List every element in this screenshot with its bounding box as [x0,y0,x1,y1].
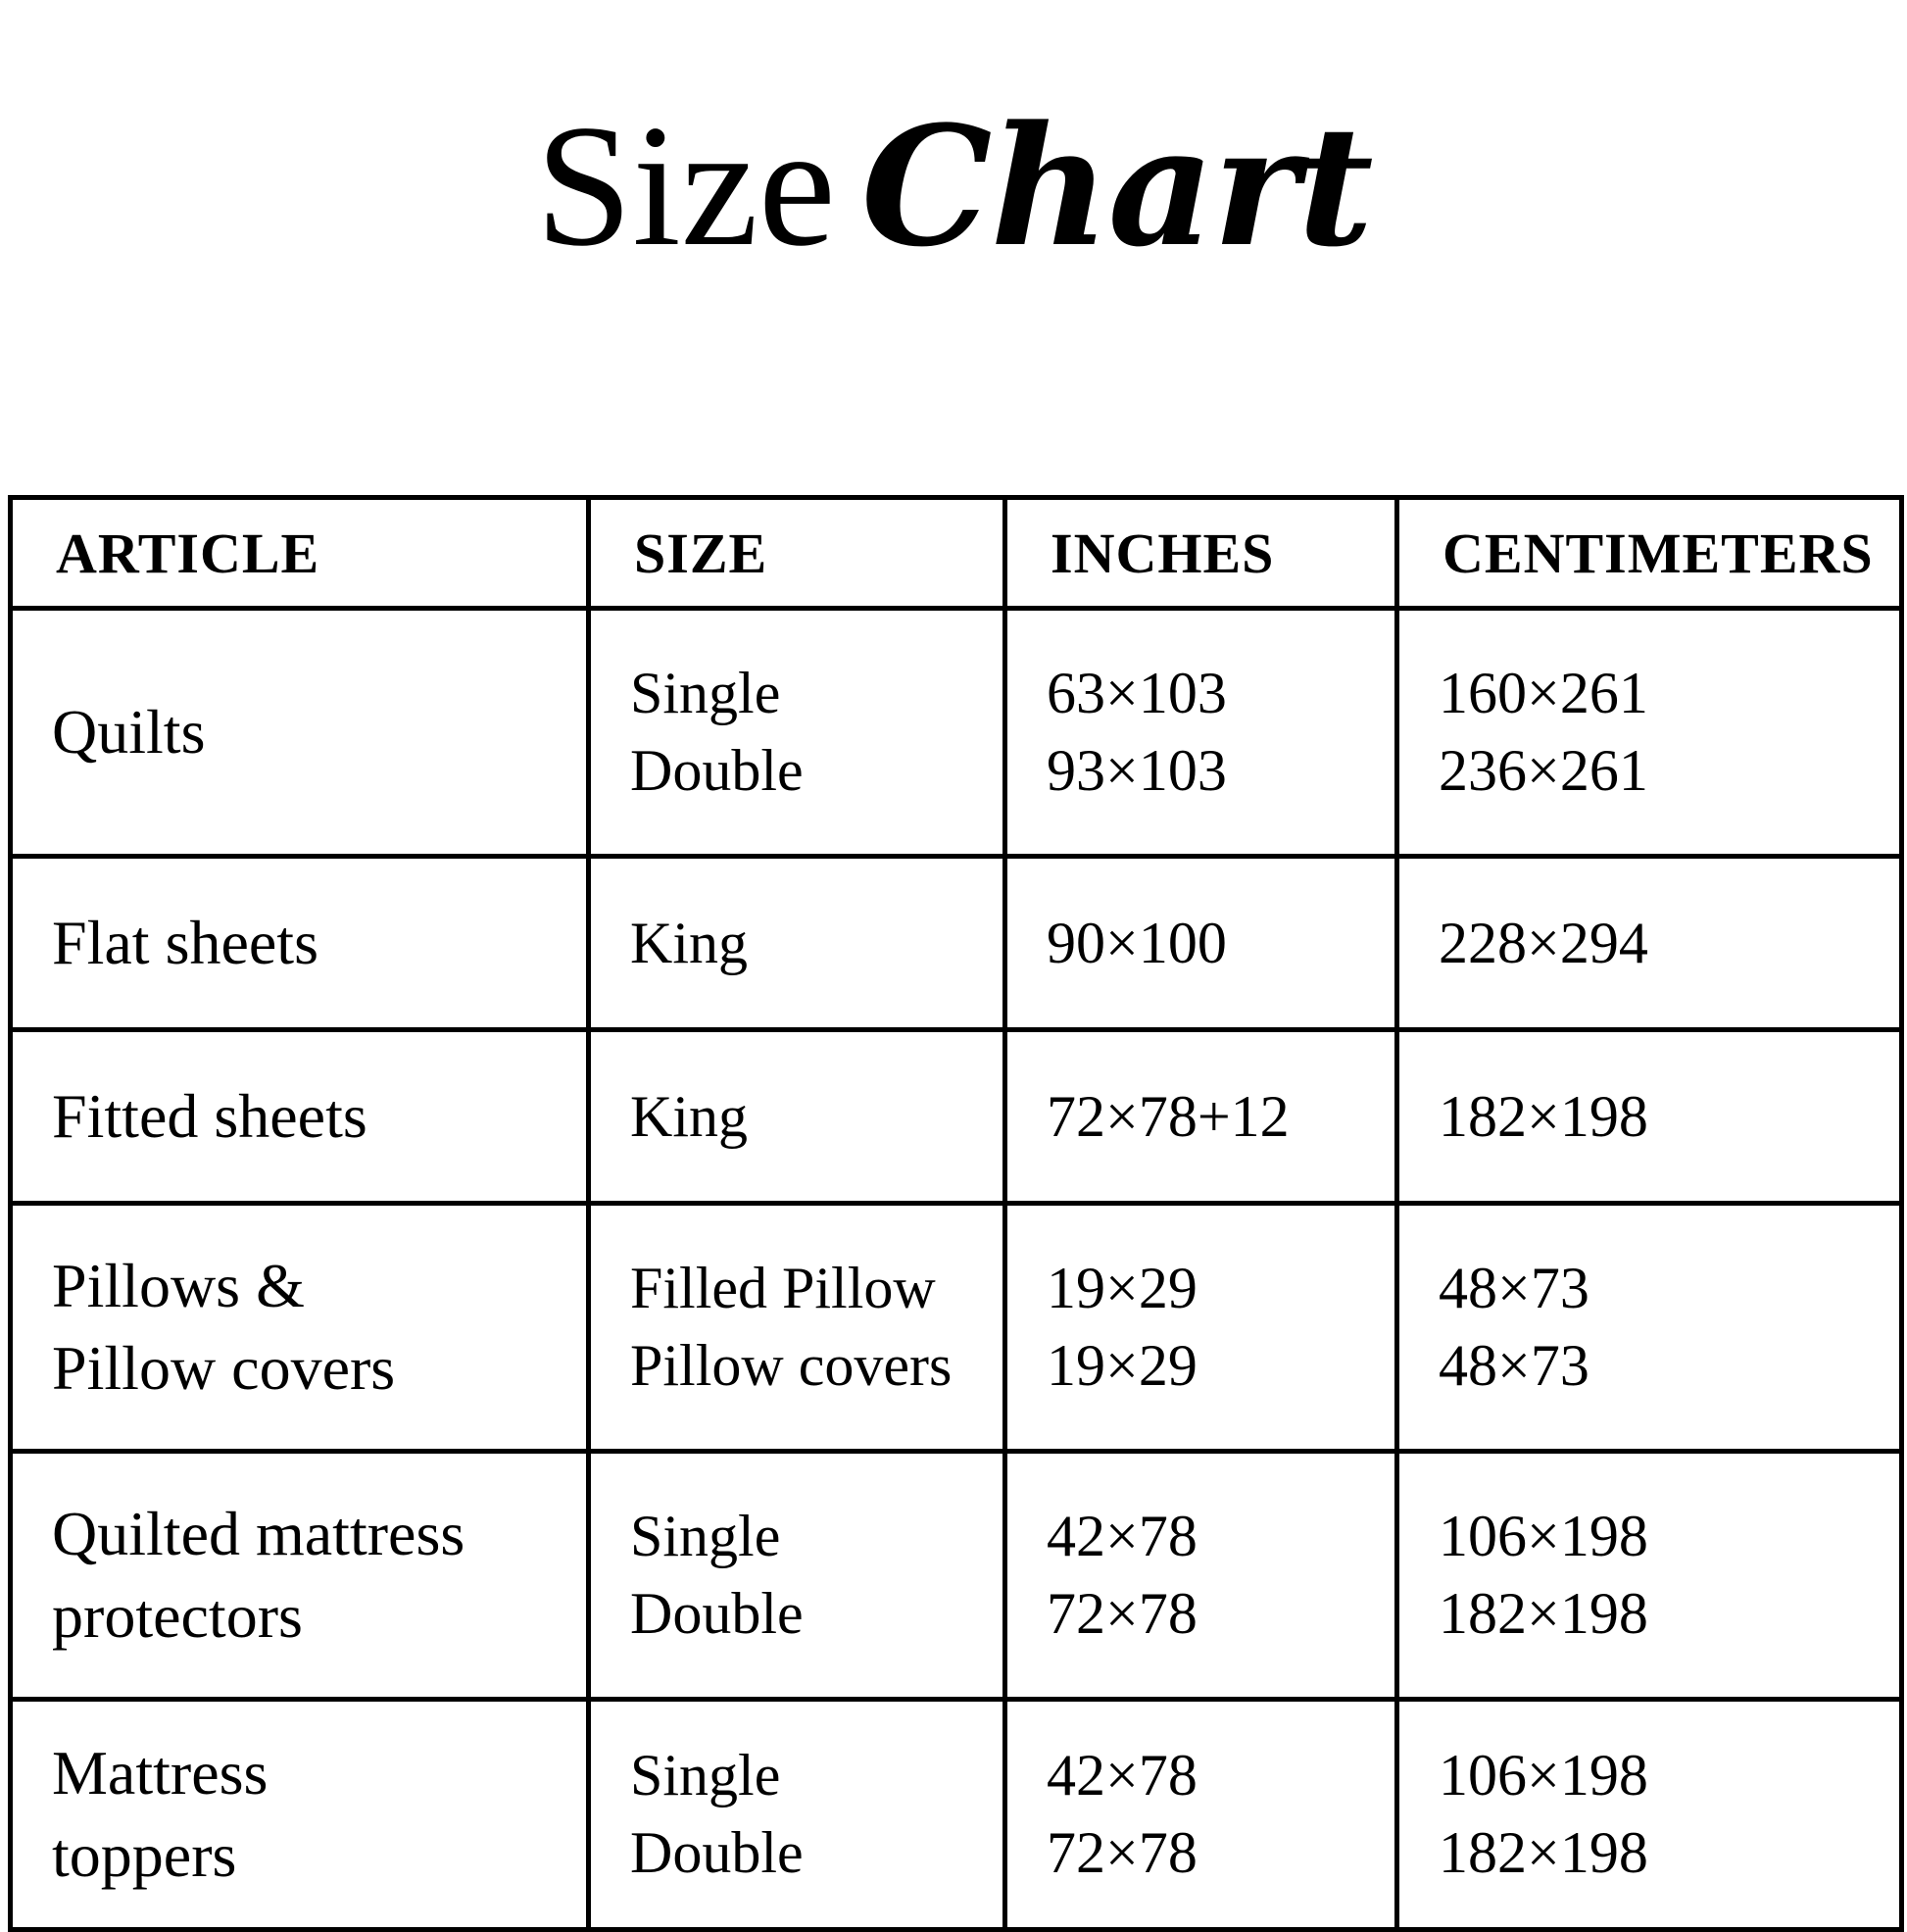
cell-centimeters: 106×198 182×198 [1397,1700,1902,1930]
table-row [11,1030,1902,1204]
cell-article: Quilted mattress protectors [11,1452,589,1700]
column-header-article: ARTICLE [11,498,589,609]
cell-inches: 63×103 93×103 [1005,609,1397,857]
title-word-chart: Chart [860,89,1372,283]
cell-size: King [589,1030,1005,1204]
table-header-row [11,498,1902,609]
cell-centimeters: 160×261 236×261 [1397,609,1902,857]
column-header-centimeters: CENTIMETERS [1397,498,1902,609]
cell-size: Single Double [589,1700,1005,1930]
table-row [11,1700,1902,1930]
table-row [11,1452,1902,1700]
page-title [0,0,1907,283]
cell-centimeters: 182×198 [1397,1030,1902,1204]
cell-size: King [589,857,1005,1030]
cell-size: Single Double [589,609,1005,857]
table-body [11,609,1902,1930]
cell-article: Pillows & Pillow covers [11,1204,589,1452]
cell-article: Quilts [11,609,589,857]
size-chart-table [8,495,1904,1932]
cell-size: Filled Pillow Pillow covers [589,1204,1005,1452]
cell-inches: 42×78 72×78 [1005,1700,1397,1930]
cell-article: Fitted sheets [11,1030,589,1204]
cell-inches: 42×78 72×78 [1005,1452,1397,1700]
table-header [11,498,1902,609]
table-row [11,857,1902,1030]
cell-inches: 19×29 19×29 [1005,1204,1397,1452]
cell-article: Mattress toppers [11,1700,589,1930]
cell-article: Flat sheets [11,857,589,1030]
column-header-inches: INCHES [1005,498,1397,609]
title-word-size: Size [535,88,836,282]
cell-inches: 72×78+12 [1005,1030,1397,1204]
table-row [11,609,1902,857]
cell-centimeters: 48×73 48×73 [1397,1204,1902,1452]
table-row [11,1204,1902,1452]
cell-centimeters: 228×294 [1397,857,1902,1030]
column-header-size: SIZE [589,498,1005,609]
cell-inches: 90×100 [1005,857,1397,1030]
cell-centimeters: 106×198 182×198 [1397,1452,1902,1700]
cell-size: Single Double [589,1452,1005,1700]
